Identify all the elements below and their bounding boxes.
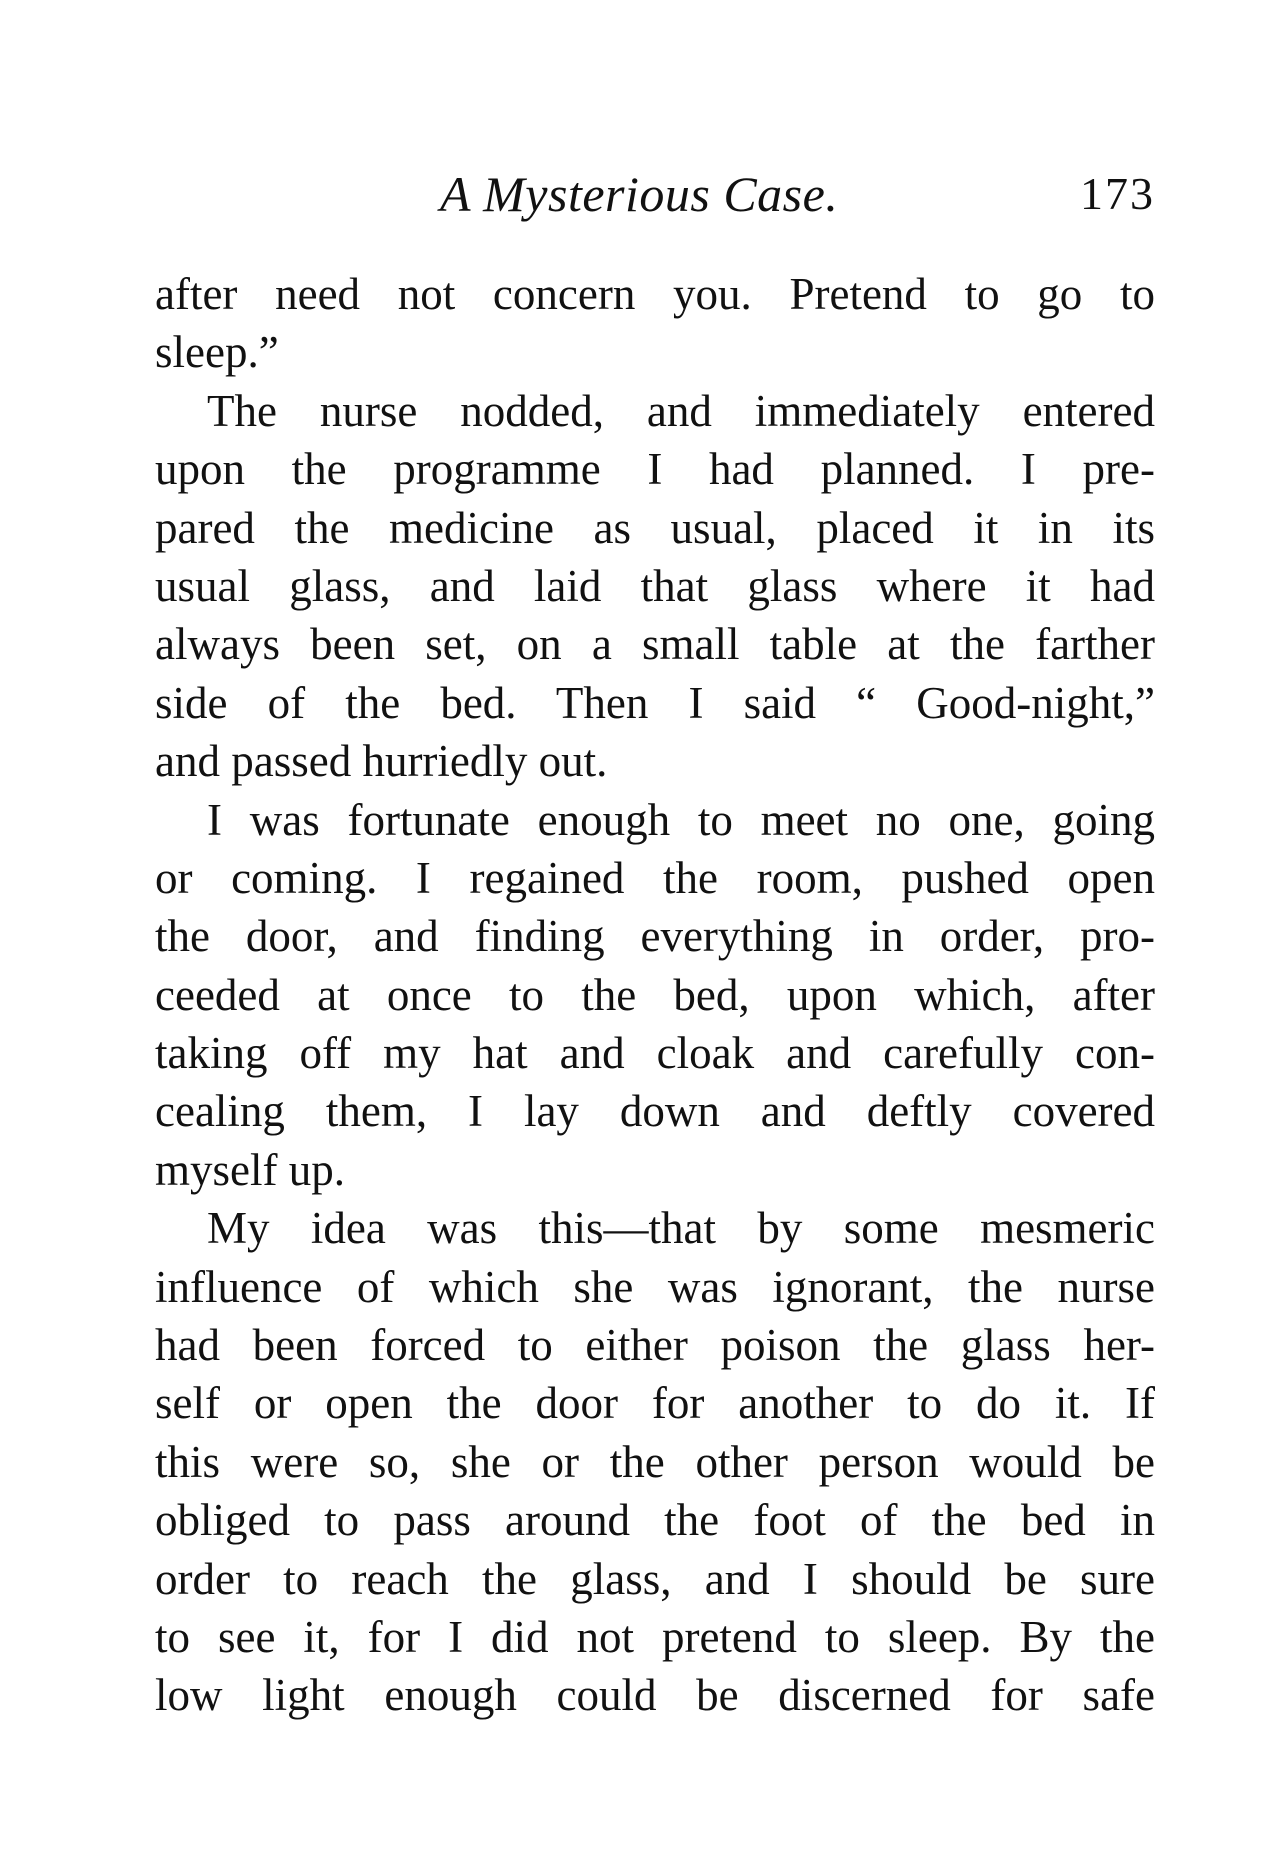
text-line: influence of which she was ignorant, the nurse bbox=[155, 1261, 1155, 1312]
text-line: My idea was this—that by some mesmeric bbox=[207, 1203, 1155, 1254]
text-line: low light enough could be discerned for safe bbox=[155, 1670, 1155, 1721]
text-line: I was fortunate enough to meet no one, going bbox=[207, 794, 1155, 845]
text-line: ceeded at once to the bed, upon which, after bbox=[155, 969, 1155, 1020]
text-line: upon the programme I had planned. I pre- bbox=[155, 444, 1155, 495]
text-line: myself up. bbox=[155, 1144, 345, 1195]
text-line: always been set, on a small table at the farther bbox=[155, 619, 1155, 670]
text-line: and passed hurriedly out. bbox=[155, 736, 608, 787]
text-line: side of the bed. Then I said “ Good-night,” bbox=[155, 677, 1155, 728]
text-line: pared the medicine as usual, placed it in its bbox=[155, 502, 1155, 553]
text-line: or coming. I regained the room, pushed open bbox=[155, 852, 1155, 903]
text-line: The nurse nodded, and immediately entered bbox=[207, 385, 1155, 436]
running-head bbox=[155, 165, 1155, 225]
text-line: this were so, she or the other person would be bbox=[155, 1436, 1155, 1487]
text-line: the door, and finding everything in order, pro- bbox=[155, 911, 1155, 962]
text-line: after need not concern you. Pretend to go to bbox=[155, 269, 1155, 319]
body-text bbox=[155, 265, 1155, 1725]
text-line: to see it, for I did not pretend to sleep. By the bbox=[155, 1611, 1155, 1662]
text-line: cealing them, I lay down and deftly covered bbox=[155, 1086, 1155, 1137]
text-line: sleep.” bbox=[155, 327, 279, 378]
page-number: 173 bbox=[1080, 168, 1155, 219]
running-title: A Mysterious Case. bbox=[440, 166, 839, 222]
text-line: obliged to pass around the foot of the bed in bbox=[155, 1495, 1155, 1546]
text-line: order to reach the glass, and I should be sure bbox=[155, 1553, 1155, 1604]
text-line: self or open the door for another to do it. If bbox=[155, 1378, 1155, 1429]
text-line: taking off my hat and cloak and carefully con- bbox=[155, 1028, 1155, 1079]
text-line: had been forced to either poison the glass her- bbox=[155, 1320, 1155, 1371]
text-line: usual glass, and laid that glass where it had bbox=[155, 560, 1155, 611]
